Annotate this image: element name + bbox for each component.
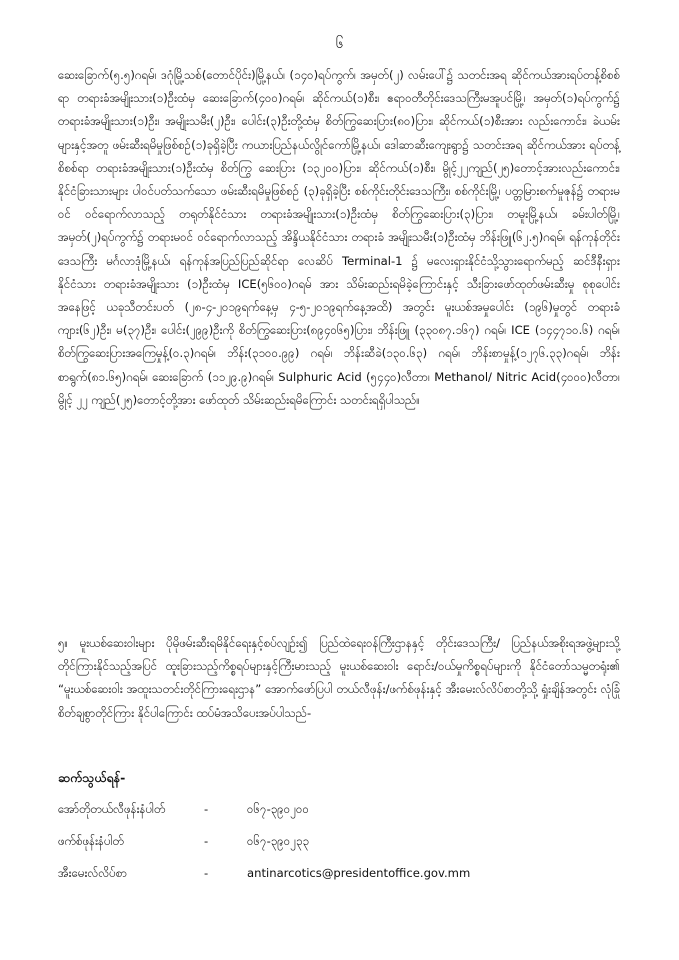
- page-number: ၆: [335, 36, 344, 52]
- paragraph-2: ၅။ မူးယစ်ဆေးဝါးများ ပိုမိုဖမ်းဆီးရမိနိုင်ရေးနှင့်စပ်လျဉ်း၍ ပြည်ထဲရေးဝန်ကြီးဌာနနှင့် တိုင်းဒေသကြီး/ ပြည်နယ်အစိုးရအဖွဲ့များသို့ တိုင်ကြားနိုင်သည့်အပြင် ထူးခြားသည့်ကိစ္စရပ်များနှင့်ကြီးမားသည့် မူးယစ်ဆေးဝါး ရောင်း/ဝယ်မှုကိစ္စရပ်များကို နိုင်ငံတော်သမ္မတရုံး၏ “မူးယစ်ဆေးဝါး အထူးသတင်းတိုင်ကြားရေးဌာန” အောက်ဖော်ပြပါ တယ်လီဖုန်း/ဖက်စ်ဖုန်းနှင့် အီးမေးလ်လိပ်စာတို့သို့ ရှုံးချိန်အတွင်း လုံခြုံစိတ်ချစွာတိုင်ကြား နိုင်ပါကြောင်း ထပ်မံအသိပေးအပ်ပါသည်-: [58, 636, 620, 720]
- email-address[interactable]: antinarcotics@presidentoffice.gov.mm: [247, 866, 471, 880]
- contact-heading: ဆက်သွယ်ရန်-: [58, 770, 126, 785]
- contact-label: အီးမေးလ်လိပ်စာ: [58, 866, 128, 880]
- paragraph-1: ဆေးခြောက်(၅.၅)ဂရမ်၊ ဒဂုံမြို့သစ်(တောင်ပိုင်း)မြို့နယ်၊ (၁၄၀)ရပ်ကွက်၊ အမှတ်(၂) လမ်းပေါ်၌ သတင်းအရ ဆိုင်ကယ်အားရပ်တန့်စိစစ်ရာ တရားခံအမျိုးသား(၁)ဦးထံမှ ဆေးခြောက်(၄၀၀)ဂရမ်၊ ဆိုင်ကယ်(၁)စီး၊ ဧရာဝတီတိုင်းဒေသကြီးမအူပင်မြို့၊ အမှတ်(၁)ရပ်ကွက်၌ တရားခံအမျိုးသား(၁)ဦး၊ အမျိုးသမီး(၂)ဦး၊ ပေါင်း(၃)ဦးတို့ထံမှ စိတ်ကြွဆေးပြား(၈၀)ပြား၊ ဆိုင်ကယ်(၁)စီးအား လည်းကောင်း၊ ခဲယမ်းများနှင့်အတူ ဖမ်းဆီးရမိမှုဖြစ်စဉ်(၁)ခုရှိခဲ့ပြီး ကယားပြည်နယ်လွိုင်ကော်မြို့နယ်၊ ဒေါဆာဆီးကျေးရွာ၌ သတင်းအရ ဆိုင်ကယ်အား ရပ်တန့်စိစစ်ရာ တရားခံအမျိုးသား(၁)ဦးထံမှ စိတ်ကြွ ဆေးပြား (၁၃၂၀၀)ပြား၊ ဆိုင်ကယ်(၁)စီး၊ မွိုင့်၂၂ကျည်(၂၅)တောင့်အားလည်းကောင်း၊ နိုင်ငံခြားသားများ ပါဝင်ပတ်သက်သော ဖမ်းဆီးရမိမှုဖြစ်စဉ် (၃)ခုရှိခဲ့ပြီး စစ်ကိုင်းတိုင်းဒေသကြီး၊ စစ်ကိုင်းမြို့၊ ပတ္တမြားစက်မှုဇုန်၌ တရားမဝင် ဝင်ရောက်လာသည့် တရုတ်နိုင်ငံသား တရားခံအမျိုးသား(၁)ဦးထံမှ စိတ်ကြွဆေးပြား(၃)ပြား၊ တမူးမြို့နယ်၊ ခမ်းပါတ်မြို့၊ အမှတ်(၂)ရပ်ကွက်၌ တရားမဝင် ဝင်ရောက်လာသည့် အိန္ဒိယနိုင်ငံသား တရားခံ အမျိုးသမီး(၁)ဦးထံမှ ဘိန်းဖြူ(၆၂.၅)ဂရမ်၊ ရန်ကုန်တိုင်းဒေသကြီး မင်္ဂလာဒုံမြို့နယ်၊ ရန်ကုန်အပြည်ပြည်ဆိုင်ရာ လေဆိပ် Terminal-1 ၌ မလေးရှားနိုင်ငံသို့သွားရောက်မည့် ဆင်ဒီနီးရှားနိုင်ငံသား တရားခံအမျိုးသား (၁)ဦးထံမှ ICE(၅၆၀၀)ဂရမ် အား သိမ်းဆည်းရမိခဲ့ကြောင်းနှင့် သီးခြားဖော်ထုတ်ဖမ်းဆီးမှု စုစုပေါင်းအနေဖြင့် ယခုသီတင်းပတ် (၂၈-၄-၂၀၁၉ရက်နေ့မှ ၄-၅-၂၀၁၉ရက်နေ့အထိ) အတွင်း မူးယစ်အမှုပေါင်း (၁၉၆)မှုတွင် တရားခံကျား(၆၂)ဦး၊ မ(၃၇)ဦး၊ ပေါင်း(၂၉၉)ဦးကို စိတ်ကြွဆေးပြား(၈၉၄၀၆၅)ပြား၊ ဘိန်းဖြူ (၃၃၀၈၇.၁၆၇) ဂရမ်၊ ICE (၁၄၄၇၁၀.၆) ဂရမ်၊ စိတ်ကြွဆေးပြားအကြေမှုန့်(၀.၃)ဂရမ်၊ ဘိန်း(၃၁၀၀.၉၉) ဂရမ်၊ ဘိန်းဆီခဲ(၁၃၀.၆၃) ဂရမ်၊ ဘိန်းစာမှုန့်(၁၂၇၆.၃၃)ဂရမ်၊ ဘိန်းစာရွက်(၈၁.၆၅)ဂရမ်၊ ဆေးခြောက် (၁၁၂၉.၉)ဂရမ်၊ Sulphuric Acid (၅၄၄၀)လီတာ၊ Methanol/ Nitric Acid(၄၀၀၀)လီတာ၊ မွိုင့် ၂၂ ကျည်(၂၅)တောင့်တို့အား ဖော်ထုတ် သိမ်းဆည်းရမိကြောင်း သတင်းရရှိပါသည်။: [58, 68, 620, 407]
- contact-separator: -: [204, 834, 209, 848]
- contact-separator: -: [204, 866, 209, 880]
- contact-row-phone: [58, 802, 618, 824]
- contact-value: ၀၆၇-၃၉၀၂၀၀: [247, 802, 310, 816]
- contact-row-email: [58, 866, 618, 888]
- contact-row-fax: [58, 834, 618, 856]
- contact-label: ဖက်စ်ဖုန်းနံပါတ်: [58, 834, 124, 848]
- contact-value: ၀၆၇-၃၉၀၂၃၃: [247, 834, 310, 848]
- contact-separator: -: [204, 802, 209, 816]
- contact-label: အော်တိုတယ်လီဖုန်းနံပါတ်: [58, 802, 166, 816]
